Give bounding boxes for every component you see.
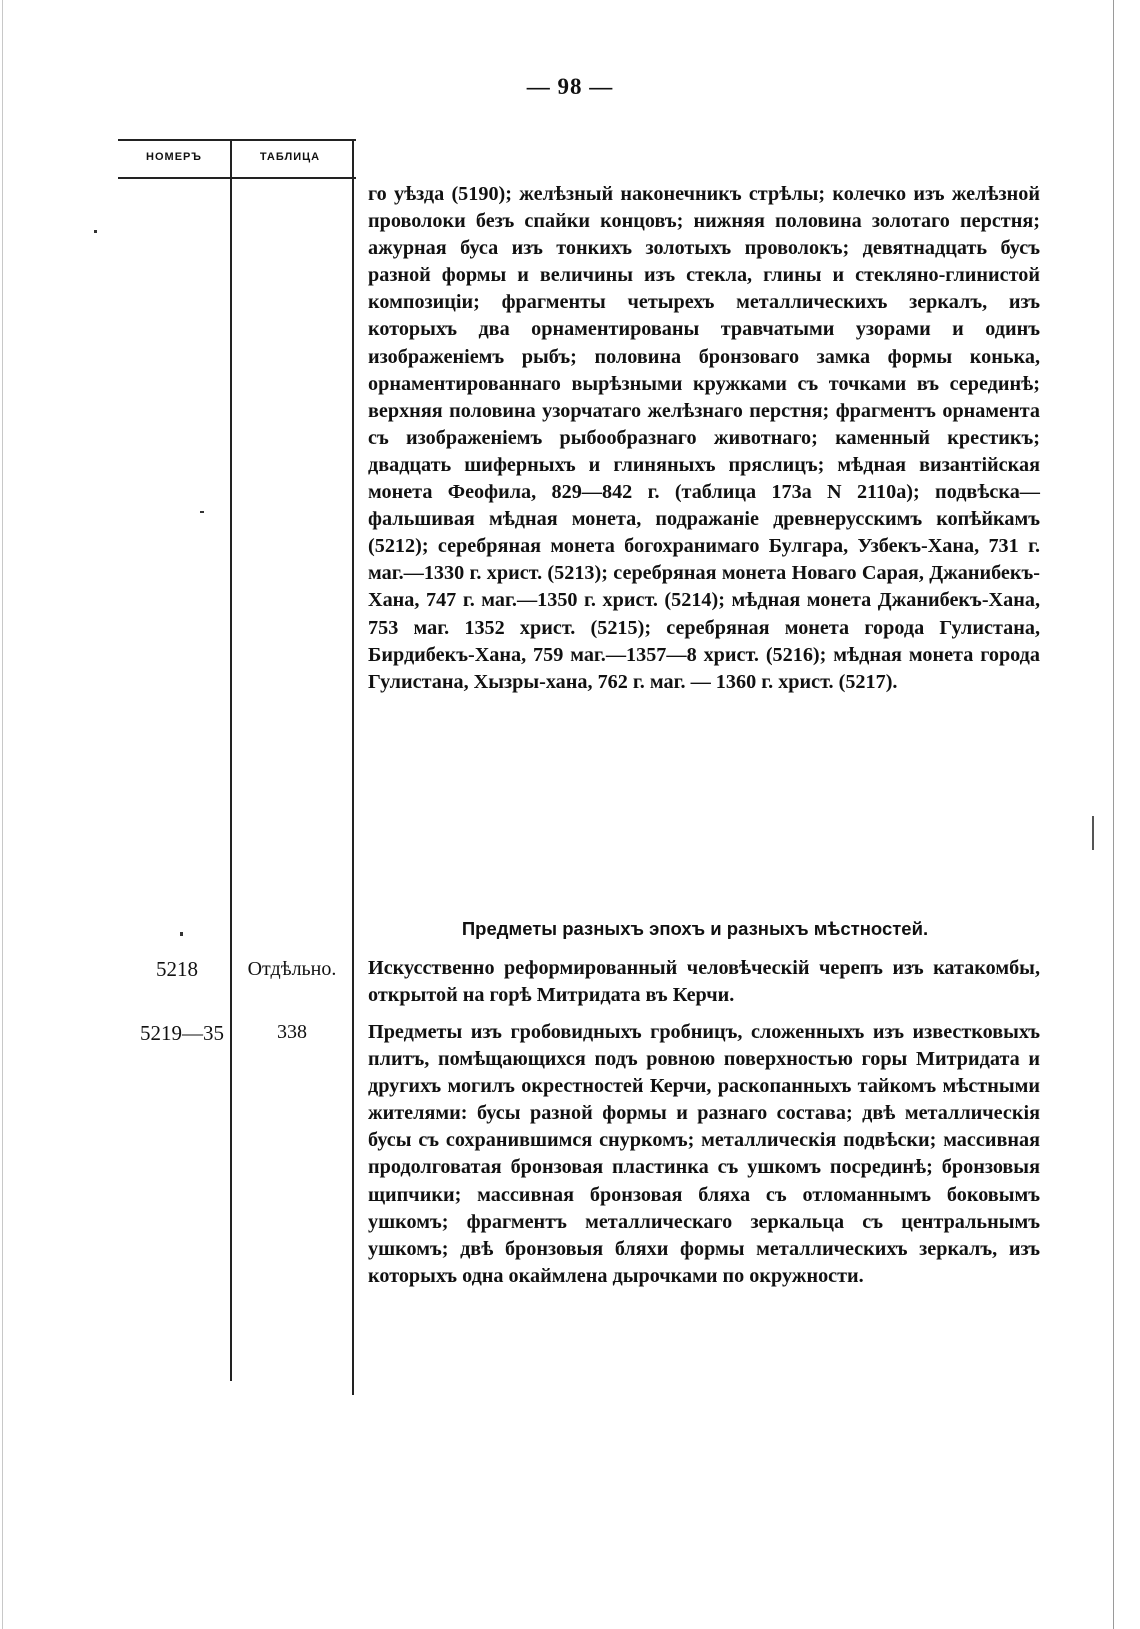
print-speck bbox=[180, 932, 183, 936]
print-tick bbox=[1092, 816, 1094, 850]
section-heading: Предметы разныхъ эпохъ и разныхъ мѣстностей. bbox=[461, 918, 929, 939]
entry-description: Предметы изъ гробовидныхъ гробницъ, сложенныхъ изъ известковыхъ плитъ, помѣщающихся подъ ровною поверхностью горы Митридата и другихъ могилъ окрестностей Керчи, раскопанныхъ тайкомъ мѣстными жителями: бусы разной формы и разнаго состава; двѣ металлическія бусы съ сохранившимся снуркомъ; металлическія подвѣски; массивная продолговатая бронзовая пластинка съ ушкомъ посрединѣ; бронзовыя щипчики; массивная бронзовая бляха съ отломаннымъ боковымъ ушкомъ; фрагментъ металлическаго зеркальца съ центральнымъ ушкомъ; двѣ бронзовыя бляхи формы металлическихъ зеркалъ, изъ которыхъ одна окаймлена дырочками по окружности. bbox=[368, 1021, 1040, 1287]
page-number: — 98 — bbox=[526, 74, 614, 99]
column-header-table: ТАБЛИЦА bbox=[259, 151, 321, 163]
entry-table-ref: 338 bbox=[277, 1021, 307, 1043]
header-top-rule bbox=[118, 139, 356, 141]
column-header-number: НОМЕРЪ bbox=[146, 151, 202, 163]
entry-number: 5219—35 bbox=[140, 1021, 224, 1045]
scan-edge-left bbox=[2, 0, 3, 1629]
column-divider-left bbox=[230, 139, 232, 1381]
entry-table-ref: Отдѣльно. bbox=[247, 958, 337, 980]
print-speck bbox=[200, 511, 204, 513]
scan-edge-right bbox=[1113, 0, 1114, 1629]
entry-description: Искусственно реформированный человѣческій черепъ изъ катакомбы, открытой на горѣ Митридата въ Керчи. bbox=[368, 957, 1040, 1007]
print-speck bbox=[94, 230, 97, 233]
continuation-text: го уѣзда (5190); желѣзный наконечникъ стрѣлы; колечко изъ желѣзной проволоки безъ спайки концовъ; нижняя половина золотаго перстня; ажурная буса изъ тонкихъ золотыхъ проволокъ; девятнадцать бусъ разной формы и величины изъ стекла, глины и стекляно-глинистой композиціи; фрагменты четырехъ металлическихъ зеркалъ, изъ которыхъ два орнаментированы травчатыми узорами и одинъ изображеніемъ рыбъ; половина бронзоваго замка формы конька, орнаментированнаго вырѣзными кружками съ точками въ серединѣ; верхняя половина узорчатаго желѣзнаго перстня; фрагментъ орнамента съ изображеніемъ рыбообразнаго животнаго; каменный крестикъ; двадцать шиферныхъ и глиняныхъ пряслицъ; мѣдная византійская монета Феофила, 829—842 г. (таблица 173а N 2110а); подвѣска—фальшивая мѣдная монета, подражаніе древнерусскимъ копѣйкамъ (5212); серебряная монета богохранимаго Булгара, Узбекъ-Хана, 731 г. маг.—1330 г. христ. (5213); серебряная монета Новаго Сарая, Джанибекъ-Хана, 747 г. маг.—1350 г. христ. (5214); мѣдная монета Джанибекъ-Хана, 753 маг. 1352 христ. (5215); серебряная монета города Гулистана, Бирдибекъ-Хана, 759 маг.—1357—8 христ. (5216); мѣдная монета города Гулистана, Хызры-хана, 762 г. маг. — 1360 г. христ. (5217). bbox=[368, 183, 1040, 693]
continuation-paragraph bbox=[368, 181, 1040, 696]
column-divider-right bbox=[352, 139, 354, 1395]
entry-text bbox=[368, 955, 1040, 1009]
header-bottom-rule bbox=[118, 177, 356, 179]
entry-number: 5218 bbox=[156, 957, 198, 981]
entry-text bbox=[368, 1019, 1040, 1290]
